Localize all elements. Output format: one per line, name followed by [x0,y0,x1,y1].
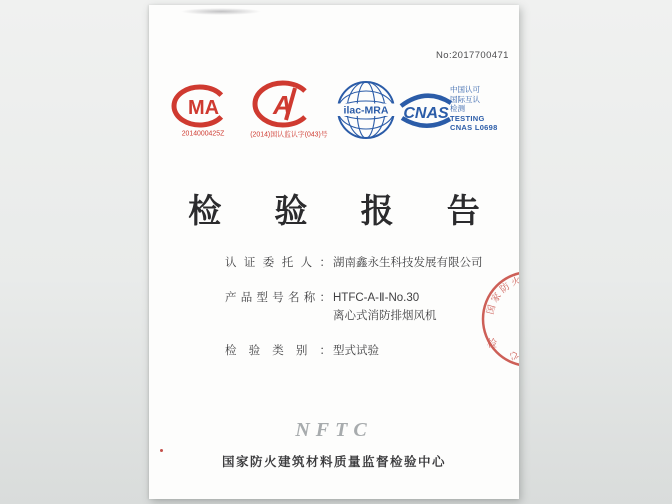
certification-marks-row [149,77,519,147]
cma-mark-icon [171,83,235,129]
info-row-product-model [225,289,505,325]
red-seal-icon [467,257,576,385]
cal-mark-icon [250,79,318,129]
cnas-line: 国际互认 [450,94,480,104]
cnas-line: CNAS L0698 [450,123,498,132]
info-row-applicant [225,254,505,272]
nftc-logo: NFTC [295,419,373,441]
info-row-test-type [225,342,505,360]
cma-letters: MA [188,97,220,119]
cnas-line: 检测 [450,104,465,113]
cnas-logo-icon [399,91,453,131]
report-number: No:2017700471 [436,50,509,61]
cnas-label: CNAS [403,105,449,122]
seal-center-char: 检 [487,339,497,350]
svg-text:国家防火建筑材料质量监督检验中心 [485,273,576,365]
test-type-label: 检验类别： [225,345,331,357]
report-info-block [225,254,505,377]
scan-smudge [181,8,261,15]
report-page [149,5,576,499]
cnas-accreditation-text [450,85,516,133]
cnas-line: TESTING [450,113,485,123]
applicant-value: 湖南鑫永生科技发展有限公司 [333,257,483,269]
ilac-mra-icon [335,79,397,141]
cma-code: 2014000425Z [181,129,225,138]
seal-ring-text: 国家防火建筑材料质量监督检验中心 [485,273,576,365]
report-title: 检 验 报 告 [188,192,502,229]
cal-code: (2014)国认监认字(043)号 [250,129,328,139]
inspection-center-name: 国家防火建筑材料质量监督检验中心 [221,455,446,469]
ilac-mra-label: ilac-MRA [343,104,389,117]
cnas-line: 中国认可 [450,85,480,94]
product-model-line1: HTFC-A-Ⅱ-No.30 [333,292,420,304]
test-type-value: 型式试验 [333,345,379,357]
product-model-value [331,289,437,325]
product-model-line2: 离心式消防排烟风机 [333,310,437,322]
cal-letter: A [273,90,292,120]
applicant-label: 认证委托人： [225,257,331,269]
product-model-label: 产品型号名称： [225,292,331,304]
